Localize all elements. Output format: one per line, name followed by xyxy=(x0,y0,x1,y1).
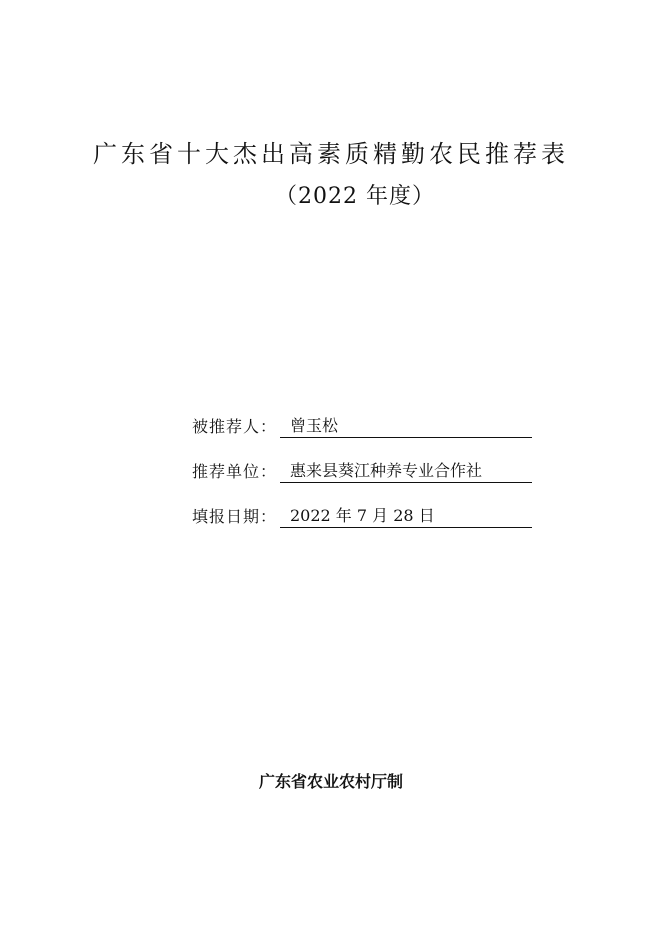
field-label-recommending-unit: 推荐单位： xyxy=(192,462,278,481)
form-fields xyxy=(192,414,532,549)
field-label-fill-date: 填报日期： xyxy=(192,507,278,526)
field-label-nominee: 被推荐人： xyxy=(192,417,278,436)
field-nominee xyxy=(192,414,532,438)
field-fill-date xyxy=(192,504,532,528)
field-value-nominee: 曾玉松 xyxy=(280,416,532,438)
field-value-recommending-unit: 惠来县葵江种养专业合作社 xyxy=(280,461,532,483)
field-value-fill-date: 2022 年 7 月 28 日 xyxy=(280,506,532,528)
issuer-footer: 广东省农业农村厅制 xyxy=(258,772,403,791)
field-recommending-unit xyxy=(192,459,532,483)
document-title: 广东省十大杰出高素质精勤农民推荐表 xyxy=(93,140,569,168)
document-subtitle: （2022 年度） xyxy=(275,184,435,209)
